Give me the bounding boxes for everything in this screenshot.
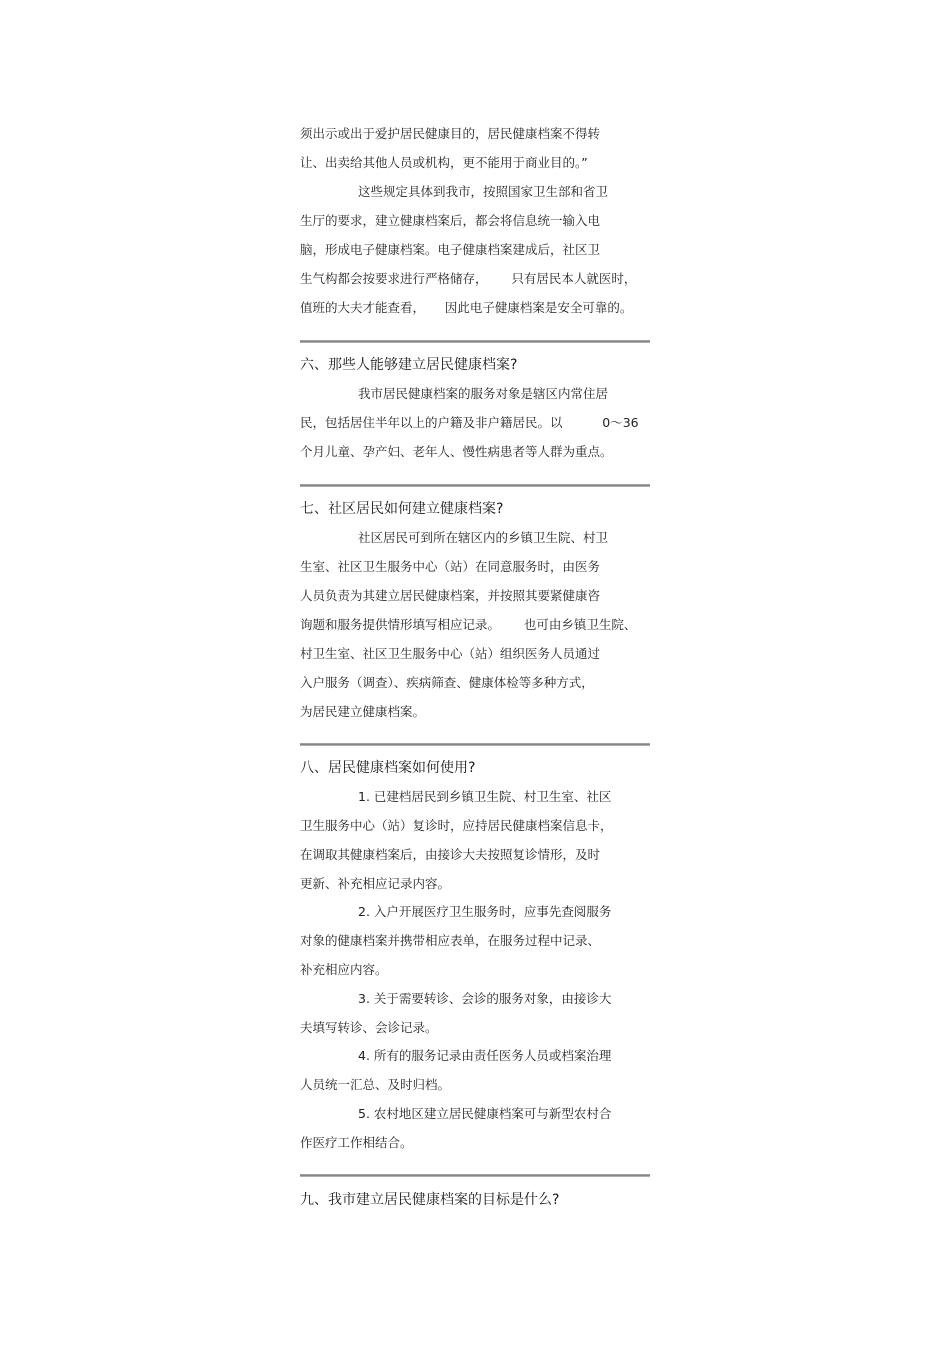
section-divider — [300, 340, 650, 343]
body-text-line: 这些规定具体到我市，按照国家卫生部和省卫 — [358, 184, 609, 199]
body-text-line: 人员负责为其建立居民健康档案，并按照其要紧健康咨 — [300, 588, 601, 603]
body-text-line: 生气构都会按要求进行严格储存， 只有居民本人就医时， — [300, 271, 637, 286]
body-text-line: 3. 关于需要转诊、会诊的服务对象，由接诊大 — [358, 991, 612, 1006]
body-text-line: 让、出卖给其他人员或机构，更不能用于商业目的。” — [300, 155, 588, 170]
body-text-line: 夫填写转诊、会诊记录。 — [300, 1020, 438, 1035]
body-text-line: 个月儿童、孕产妇、老年人、慢性病患者等人群为重点。 — [300, 444, 613, 459]
body-text-line: 脑，形成电子健康档案。电子健康档案建成后，社区卫 — [300, 242, 601, 257]
section-divider — [300, 484, 650, 487]
body-text-line: 为居民建立健康档案。 — [300, 704, 426, 719]
body-text-line: 生厅的要求，建立健康档案后，都会将信息统一输入电 — [300, 213, 601, 228]
section-heading: 六、那些人能够建立居民健康档案? — [300, 357, 518, 373]
body-text-line: 值班的大夫才能查看， 因此电子健康档案是安全可靠的。 — [300, 300, 633, 315]
section-divider — [300, 1174, 650, 1177]
body-text-line: 作医疗工作相结合。 — [300, 1135, 413, 1150]
body-text-line: 在调取其健康档案后，由接诊大夫按照复诊情形，及时 — [300, 847, 601, 862]
section-heading: 八、居民健康档案如何使用? — [300, 760, 476, 776]
body-text-line: 村卫生室、社区卫生服务中心（站）组织医务人员通过 — [300, 646, 601, 661]
body-text-line: 生室、社区卫生服务中心（站）在同意服务时，由医务 — [300, 559, 601, 574]
body-text-line: 补充相应内容。 — [300, 962, 388, 977]
body-text-line: 人员统一汇总、及时归档。 — [300, 1077, 451, 1092]
body-text-line: 卫生服务中心（站）复诊时，应持居民健康档案信息卡， — [300, 818, 613, 833]
body-text-line: 社区居民可到所在辖区内的乡镇卫生院、村卫 — [358, 530, 609, 545]
body-text-line: 对象的健康档案并携带相应表单，在服务过程中记录、 — [300, 933, 601, 948]
body-text-line: 民，包括居住半年以上的户籍及非户籍居民。以 0～36 — [300, 415, 639, 430]
body-text-line: 1. 已建档居民到乡镇卫生院、村卫生室、社区 — [358, 789, 612, 804]
body-text-line: 更新、补充相应记录内容。 — [300, 876, 451, 891]
body-text-line: 我市居民健康档案的服务对象是辖区内常住居 — [358, 386, 609, 401]
body-text-line: 4. 所有的服务记录由责任医务人员或档案治理 — [358, 1048, 612, 1063]
body-text-line: 询题和服务提供情形填写相应记录。 也可由乡镇卫生院、 — [300, 617, 637, 632]
body-text-line: 须出示或出于爱护居民健康目的，居民健康档案不得转 — [300, 126, 601, 141]
section-divider — [300, 743, 650, 746]
body-text-line: 入户服务（调查）、疾病筛查、健康体检等多种方式， — [300, 675, 594, 690]
body-text-line: 5. 农村地区建立居民健康档案可与新型农村合 — [358, 1106, 612, 1121]
section-heading: 九、我市建立居民健康档案的目标是什么? — [300, 1192, 560, 1208]
section-heading: 七、社区居民如何建立健康档案? — [300, 501, 504, 517]
body-text-line: 2. 入户开展医疗卫生服务时，应事先查阅服务 — [358, 904, 612, 919]
